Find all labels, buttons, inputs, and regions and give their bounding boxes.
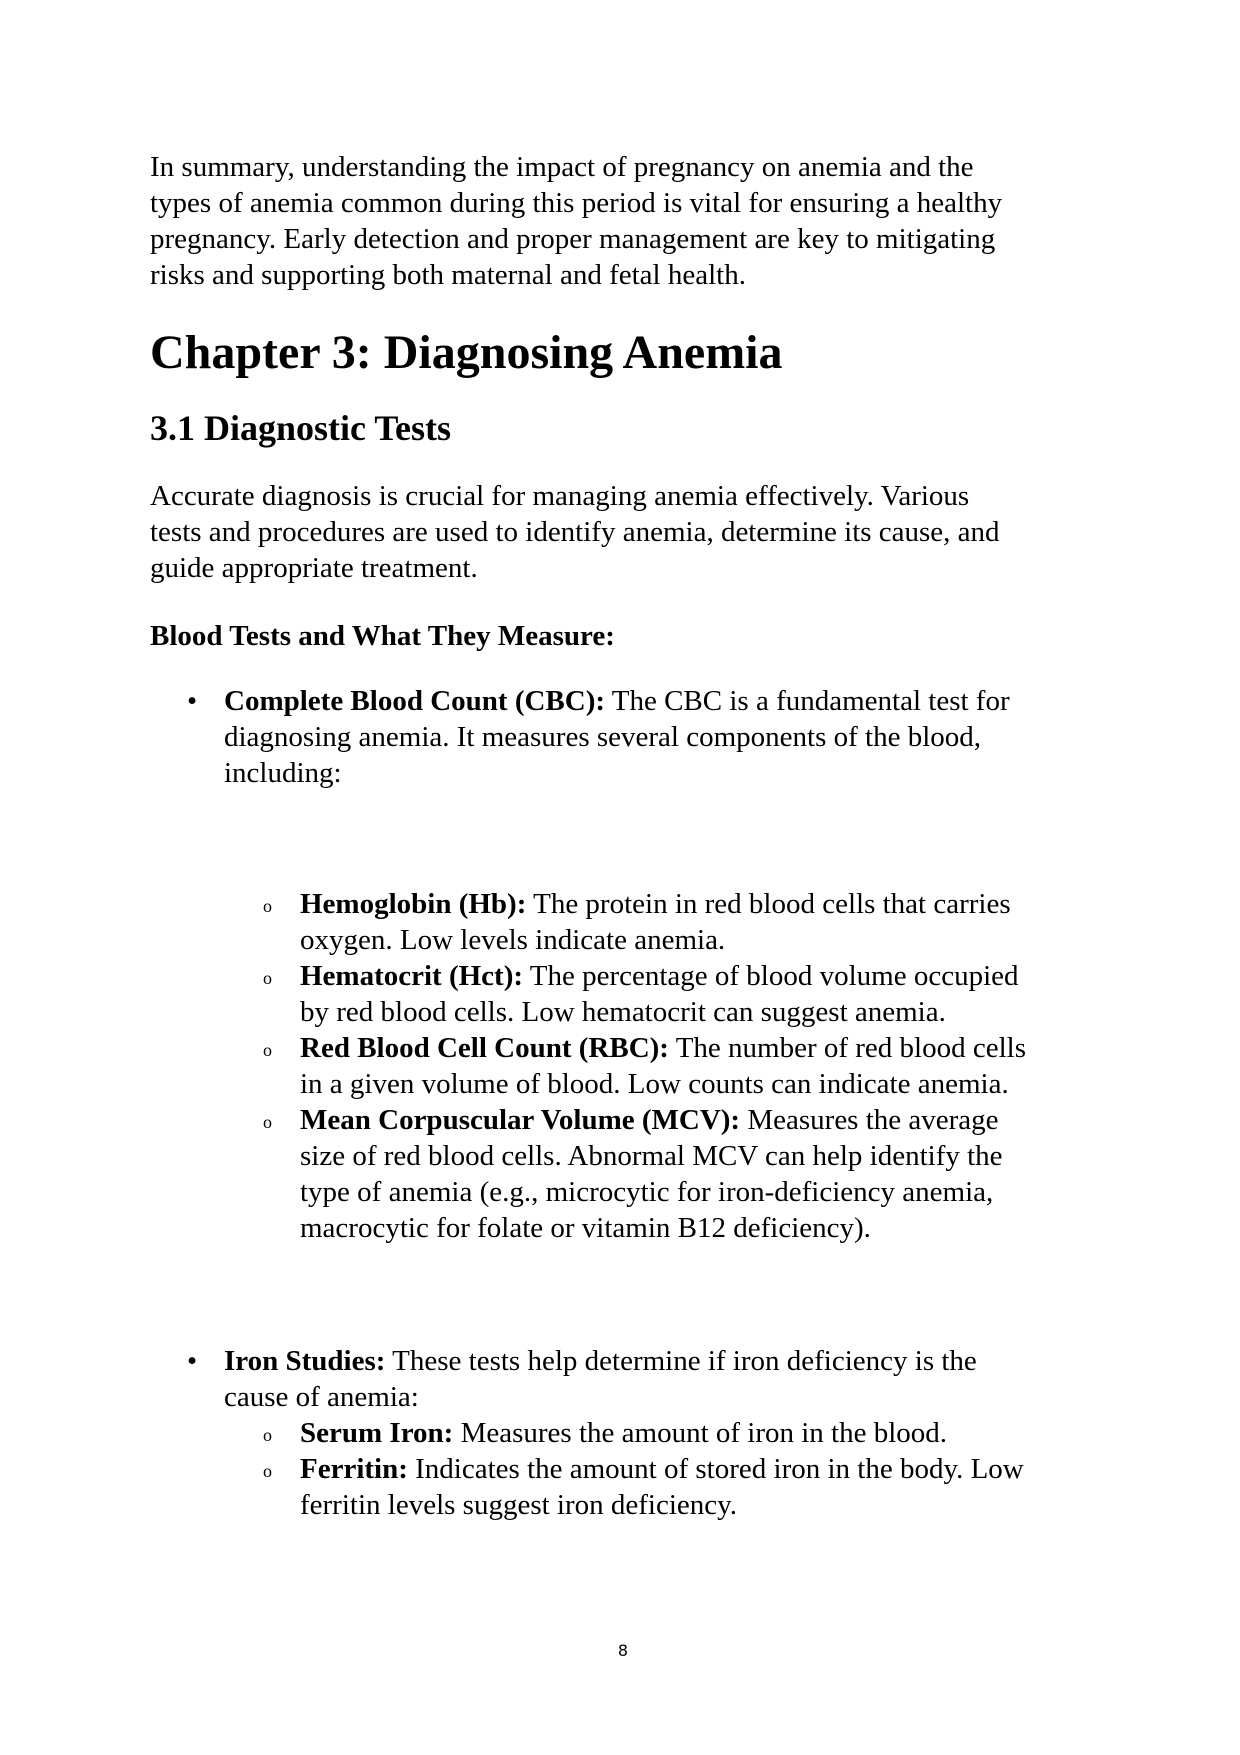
section-title: 3.1 Diagnostic Tests	[150, 408, 452, 448]
circle-bullet-icon: o	[263, 1112, 272, 1132]
bullet-icon: •	[187, 685, 198, 717]
circle-bullet-icon: o	[263, 1461, 272, 1481]
item-line	[300, 886, 1011, 922]
cbc-text: The CBC is a fundamental test for	[605, 685, 1010, 717]
item-text: The number of red blood cells	[668, 1032, 1027, 1064]
summary-line: risks and supporting both maternal and fetal health.	[150, 259, 746, 291]
item-line	[300, 1451, 1024, 1487]
circle-bullet-icon: o	[263, 968, 272, 988]
cbc-label: Complete Blood Count (CBC):	[224, 685, 606, 717]
cbc-line	[224, 683, 1010, 719]
blood-tests-subheading: Blood Tests and What They Measure:	[150, 620, 615, 652]
circle-bullet-icon: o	[263, 1040, 272, 1060]
iron-line	[224, 1343, 977, 1379]
summary-line: pregnancy. Early detection and proper management are key to mitigating	[150, 223, 996, 255]
iron-label: Iron Studies:	[224, 1345, 386, 1377]
cbc-line: diagnosing anemia. It measures several components of the blood,	[224, 721, 982, 753]
item-text: The percentage of blood volume occupied	[523, 960, 1019, 992]
item-text: Measures the amount of iron in the blood.	[453, 1417, 948, 1449]
summary-line: In summary, understanding the impact of pregnancy on anemia and the	[150, 151, 974, 183]
item-label: Hemoglobin (Hb):	[300, 888, 527, 920]
item-text: Measures the average	[740, 1104, 999, 1136]
item-text: The protein in red blood cells that carries	[526, 888, 1011, 920]
item-line: ferritin levels suggest iron deficiency.	[300, 1489, 737, 1521]
item-line: macrocytic for folate or vitamin B12 deficiency).	[300, 1212, 871, 1244]
chapter-title: Chapter 3: Diagnosing Anemia	[150, 326, 783, 379]
item-label: Ferritin:	[300, 1453, 408, 1485]
item-line	[300, 1030, 1026, 1066]
summary-line: types of anemia common during this period is vital for ensuring a healthy	[150, 187, 1003, 219]
intro-line: tests and procedures are used to identify anemia, determine its cause, and	[150, 516, 1000, 548]
item-line: oxygen. Low levels indicate anemia.	[300, 924, 726, 956]
circle-bullet-icon: o	[263, 1425, 272, 1445]
item-line: in a given volume of blood. Low counts can indicate anemia.	[300, 1068, 1009, 1100]
bullet-icon: •	[187, 1345, 198, 1377]
cbc-line: including:	[224, 757, 342, 789]
item-line: by red blood cells. Low hematocrit can suggest anemia.	[300, 996, 946, 1028]
item-line	[300, 1415, 947, 1451]
page-number: 8	[617, 1641, 629, 1660]
item-label: Serum Iron:	[300, 1417, 454, 1449]
item-label: Mean Corpuscular Volume (MCV):	[300, 1104, 741, 1136]
item-line: type of anemia (e.g., microcytic for iron-deficiency anemia,	[300, 1176, 994, 1208]
iron-text: These tests help determine if iron deficiency is the	[385, 1345, 977, 1377]
item-line	[300, 958, 1019, 994]
intro-line: Accurate diagnosis is crucial for managing anemia effectively. Various	[150, 480, 970, 512]
intro-line: guide appropriate treatment.	[150, 552, 478, 584]
item-label: Hematocrit (Hct):	[300, 960, 524, 992]
item-line	[300, 1102, 999, 1138]
circle-bullet-icon: o	[263, 896, 272, 916]
item-text: Indicates the amount of stored iron in the body. Low	[407, 1453, 1024, 1485]
iron-line: cause of anemia:	[224, 1381, 419, 1413]
item-label: Red Blood Cell Count (RBC):	[300, 1032, 669, 1064]
item-line: size of red blood cells. Abnormal MCV can help identify the	[300, 1140, 1003, 1172]
